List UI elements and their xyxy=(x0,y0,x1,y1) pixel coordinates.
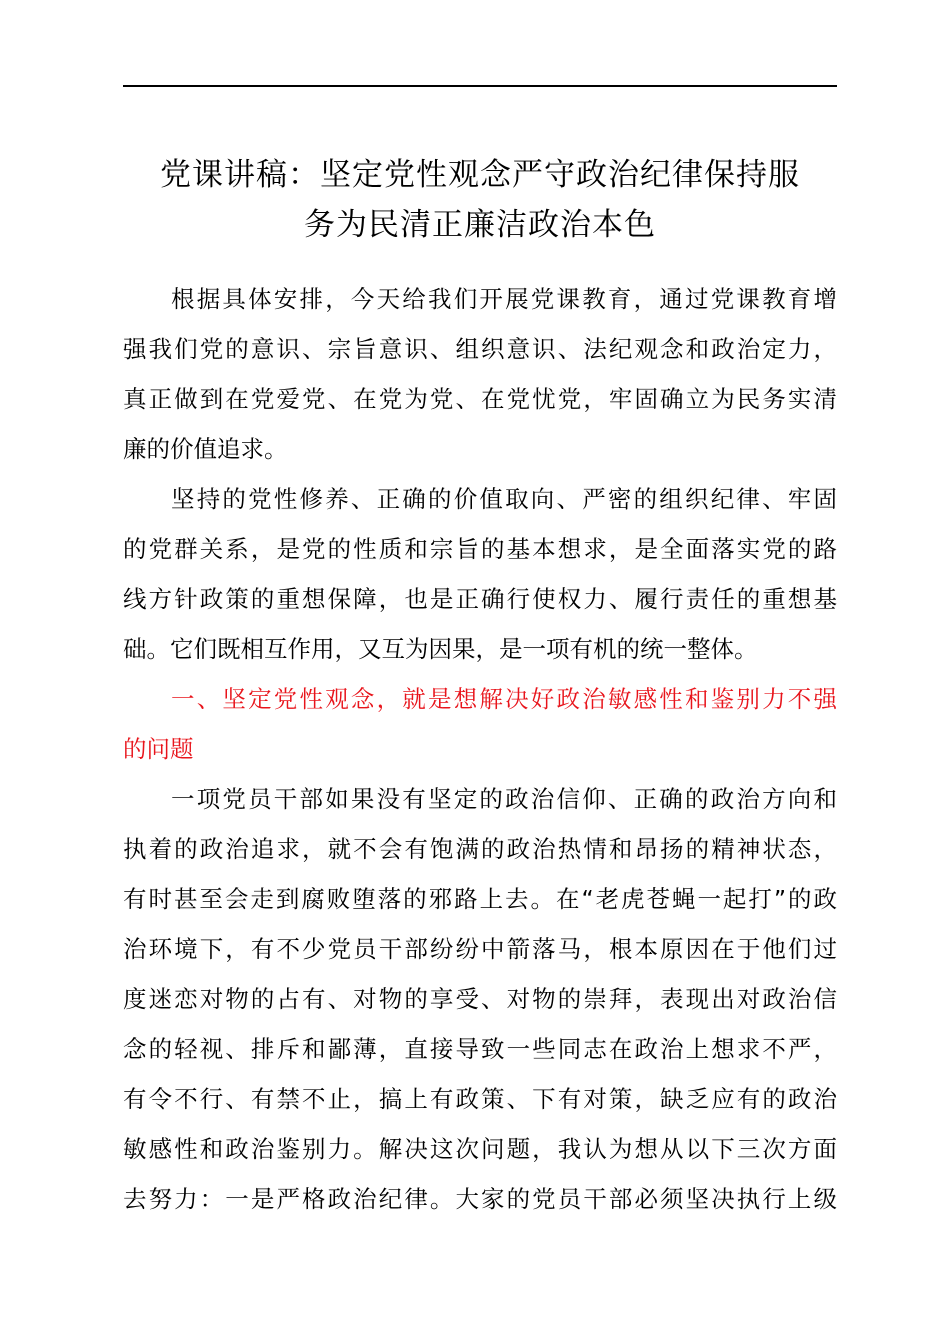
paragraph-line: 执着的政治追求，就不会有饱满的政治热情和昂扬的精神状态， xyxy=(123,835,837,863)
paragraph-line: 去努力：一是严格政治纪律。大家的党员干部必须坚决执行上级 xyxy=(123,1185,837,1213)
paragraph-line: 根据具体安排，今天给我们开展党课教育，通过党课教育增 xyxy=(171,285,837,313)
paragraph-intro xyxy=(123,274,837,474)
paragraph-line: 的党群关系，是党的性质和宗旨的基本想求，是全面落实党的路 xyxy=(123,535,837,563)
paragraph-line: 有时甚至会走到腐败堕落的邪路上去。在“老虎苍蝇一起打”的政 xyxy=(123,885,837,913)
title-line: 务为民清正廉洁政治本色 xyxy=(304,207,656,243)
paragraph-line: 治环境下，有不少党员干部纷纷中箭落马，根本原因在于他们过 xyxy=(123,935,837,963)
paragraph-section-1 xyxy=(123,774,837,1224)
paragraph-line: 有令不行、有禁不止，搞上有政策、下有对策，缺乏应有的政治 xyxy=(123,1085,837,1113)
heading-line: 的问题 xyxy=(123,735,194,763)
document-body xyxy=(123,274,837,1224)
paragraph-line: 线方针政策的重想保障，也是正确行使权力、履行责任的重想基 xyxy=(123,585,837,613)
header-rule xyxy=(123,85,837,87)
page-title xyxy=(123,150,837,250)
paragraph-party-spirit xyxy=(123,474,837,674)
paragraph-line: 敏感性和政治鉴别力。解决这次问题，我认为想从以下三次方面 xyxy=(123,1135,837,1163)
paragraph-line: 念的轻视、排斥和鄙薄，直接导致一些同志在政治上想求不严， xyxy=(123,1035,837,1063)
heading-line: 一、坚定党性观念，就是想解决好政治敏感性和鉴别力不强 xyxy=(171,685,837,713)
paragraph-line: 度迷恋对物的占有、对物的享受、对物的崇拜，表现出对政治信 xyxy=(123,985,837,1013)
title-line: 党课讲稿：坚定党性观念严守政治纪律保持服 xyxy=(160,157,800,193)
paragraph-line: 真正做到在党爱党、在党为党、在党忧党，牢固确立为民务实清 xyxy=(123,385,837,413)
paragraph-line: 坚持的党性修养、正确的价值取向、严密的组织纪律、牢固 xyxy=(171,485,837,513)
paragraph-line: 强我们党的意识、宗旨意识、组织意识、法纪观念和政治定力， xyxy=(123,335,837,363)
paragraph-line: 一项党员干部如果没有坚定的政治信仰、正确的政治方向和 xyxy=(171,785,837,813)
paragraph-line: 廉的价值追求。 xyxy=(123,435,288,463)
section-heading-1 xyxy=(123,674,837,774)
paragraph-line: 础。它们既相互作用，又互为因果，是一项有机的统一整体。 xyxy=(123,635,758,663)
